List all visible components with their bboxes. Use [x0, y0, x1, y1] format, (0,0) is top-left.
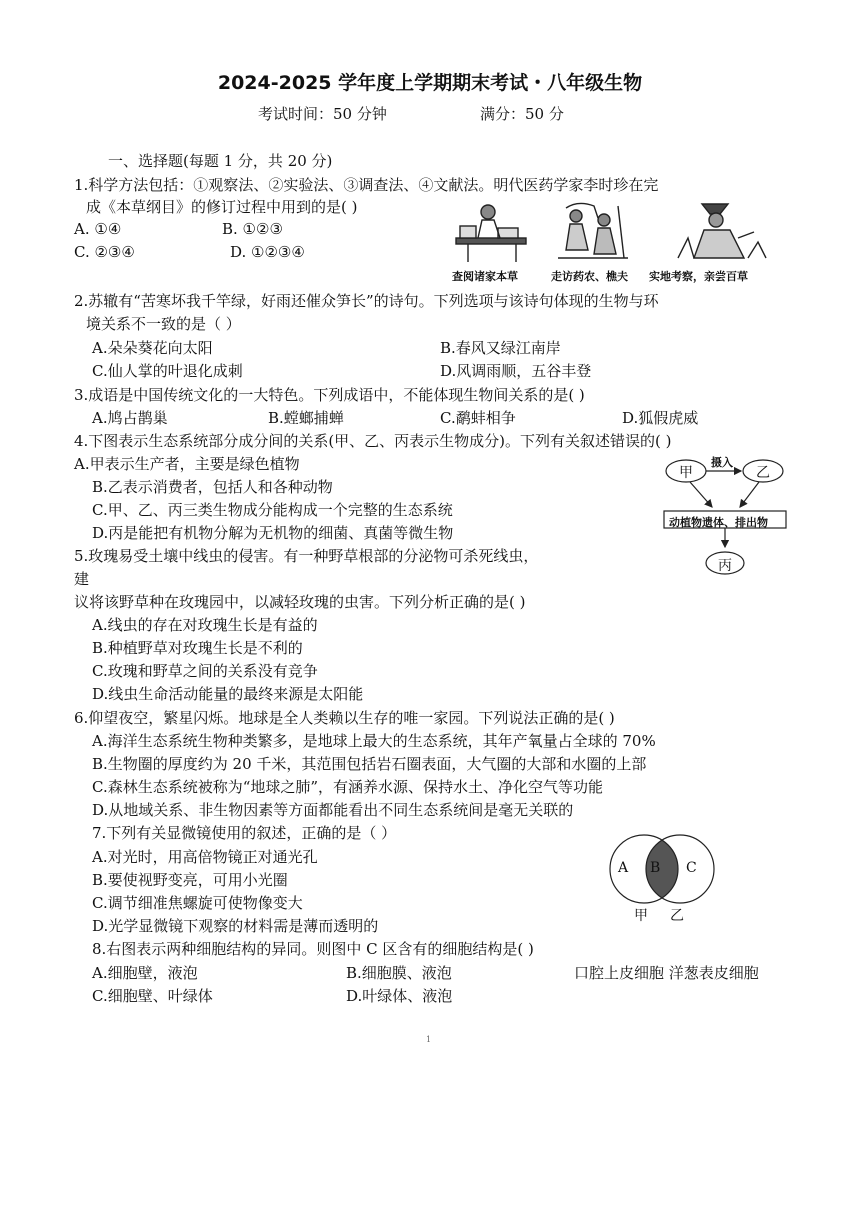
q2-option-d: D.风调雨顺，五谷丰登: [440, 362, 592, 380]
q3-option-d: D.狐假虎威: [622, 409, 699, 427]
q7-option-d: D.光学显微镜下观察的材料需是薄而透明的: [92, 917, 379, 935]
section-heading: 一、选择题(每题 1 分，共 20 分): [108, 152, 333, 170]
q5-option-b: B.种植野草对玫瑰生长是不利的: [92, 639, 303, 657]
q1-caption-2: 走访药农、樵夫: [551, 270, 628, 283]
q7-option-c: C.调节细准焦螺旋可使物像变大: [92, 894, 303, 912]
q7-option-b: B.要使视野变亮，可用小光圈: [92, 871, 288, 889]
q8-option-b: B.细胞膜、液泡: [346, 964, 452, 982]
q8-stem: 8.右图表示两种细胞结构的异同。则图中 C 区含有的细胞结构是( ): [92, 940, 534, 958]
q4-option-c: C.甲、乙、丙三类生物成分能构成一个完整的生态系统: [92, 501, 453, 519]
q6-option-c: C.森林生态系统被称为“地球之肺”，有涵养水源、保持水土、净化空气等功能: [92, 778, 604, 796]
q7-stem: 7.下列有关显微镜使用的叙述，正确的是（ ）: [92, 824, 397, 842]
diagram-node-jia: 甲: [679, 465, 693, 481]
q3-option-c: C.鹬蚌相争: [440, 409, 516, 427]
q2-stem-line2: 境关系不一致的是（ ）: [86, 315, 241, 333]
q5-stem-line3: 议将该野草种在玫瑰园中，以减轻玫瑰的虫害。下列分析正确的是( ): [74, 593, 526, 611]
diagram-node-yi: 乙: [756, 465, 770, 481]
q6-option-d: D.从地域关系、非生物因素等方面都能看出不同生态系统间是毫无关联的: [92, 801, 574, 819]
exam-score: 满分：50 分: [480, 105, 564, 123]
q3-option-b: B.螳螂捕蝉: [268, 409, 344, 427]
venn-label-jia: 甲: [634, 908, 648, 924]
q8-option-d: D.叶绿体、液泡: [346, 987, 453, 1005]
q1-option-c: C. ②③④: [74, 243, 135, 261]
q1-option-d: D. ①②③④: [230, 243, 305, 261]
q5-option-c: C.玫瑰和野草之间的关系没有竞争: [92, 662, 318, 680]
q8-option-c: C.细胞壁、叶绿体: [92, 987, 213, 1005]
q1-option-a: A. ①④: [74, 220, 122, 238]
q6-option-b: B.生物圈的厚度约为 20 千米，其范围包括岩石圈表面，大气圈的大部和水圈的上部: [92, 755, 647, 773]
q2-option-b: B.春风又绿江南岸: [440, 339, 561, 357]
venn-label-yi: 乙: [670, 908, 684, 924]
q1-stem-line1: 1.科学方法包括：①观察法、②实验法、③调查法、④文献法。明代医药学家李时珍在完: [74, 176, 659, 194]
venn-caption: 口腔上皮细胞 洋葱表皮细胞: [574, 964, 759, 982]
venn-label-a: A: [618, 860, 629, 876]
q1-stem-line2: 成《本草纲目》的修订过程中用到的是( ): [86, 198, 358, 216]
q6-option-a: A.海洋生态系统生物种类繁多，是地球上最大的生态系统，其年产氧量占全球的 70%: [92, 732, 656, 750]
page-number: 1: [426, 1035, 432, 1044]
exam-time: 考试时间：50 分钟: [258, 105, 387, 123]
q3-stem: 3.成语是中国传统文化的一大特色。下列成语中，不能体现生物间关系的是( ): [74, 386, 585, 404]
q4-option-d: D.丙是能把有机物分解为无机物的细菌、真菌等微生物: [92, 524, 454, 542]
q2-stem-line1: 2.苏辙有“苦寒坏我千竿绿，好雨还催众笋长”的诗句。下列选项与该诗句体现的生物与环: [74, 292, 659, 310]
q2-option-c: C.仙人掌的叶退化成刺: [92, 362, 243, 380]
q1-option-b: B. ①②③: [222, 220, 283, 238]
diagram-node-bing: 丙: [718, 558, 732, 574]
q4-option-a: A.甲表示生产者，主要是绿色植物: [74, 455, 300, 473]
diagram-arrow-label: 摄入: [711, 456, 733, 469]
q5-option-a: A.线虫的存在对玫瑰生长是有益的: [92, 616, 318, 634]
q5-stem-line1: 5.玫瑰易受土壤中线虫的侵害。有一种野草根部的分泌物可杀死线虫，: [74, 547, 539, 565]
q6-stem: 6.仰望夜空，繁星闪烁。地球是全人类赖以生存的唯一家园。下列说法正确的是( ): [74, 709, 615, 727]
q8-option-a: A.细胞壁，液泡: [92, 964, 198, 982]
q4-option-b: B.乙表示消费者，包括人和各种动物: [92, 478, 333, 496]
exam-title: 2024-2025 学年度上学期期末考试・八年级生物: [217, 72, 643, 94]
q3-option-a: A.鸠占鹊巢: [92, 409, 168, 427]
venn-label-c: C: [686, 860, 697, 876]
q1-caption-3: 实地考察，亲尝百草: [649, 270, 748, 283]
diagram-remains-box: 动植物遗体、排出物: [669, 516, 768, 529]
q4-stem: 4.下图表示生态系统部分成分间的关系(甲、乙、丙表示生物成分)。下列有关叙述错误的( ): [74, 432, 672, 450]
li-shizhen-scenes-image: [448, 198, 778, 266]
q7-option-a: A.对光时，用高倍物镜正对通光孔: [92, 848, 318, 866]
q5-option-d: D.线虫生命活动能量的最终来源是太阳能: [92, 685, 364, 703]
venn-label-b: B: [650, 860, 661, 876]
q5-stem-line2: 建: [74, 570, 90, 588]
q1-caption-1: 查阅诸家本草: [452, 270, 518, 283]
q2-option-a: A.朵朵葵花向太阳: [92, 339, 213, 357]
